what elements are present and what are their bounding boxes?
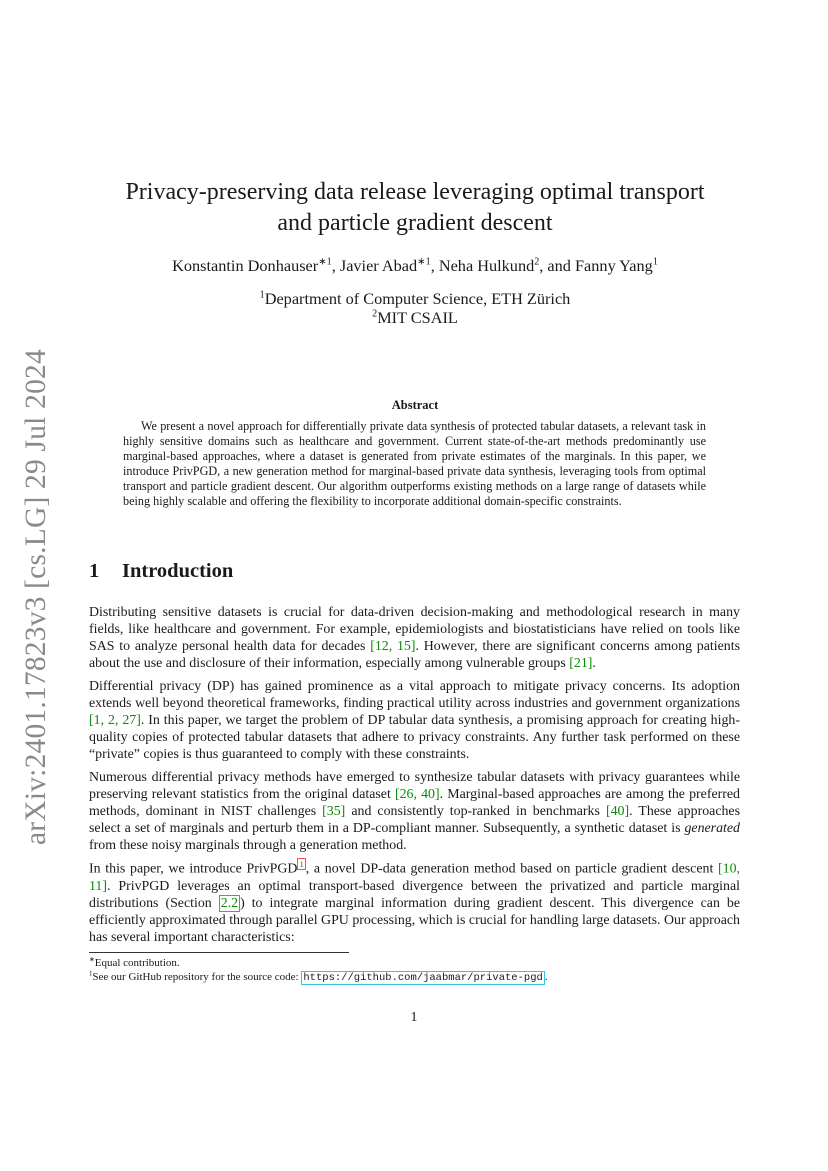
text-run: Distributing sensitive datasets is crucial for data-driven decision-making and methodological research in many fields, like healthcare and government. For example, epidemiologists and biostatisticians have relied on tools like SAS to analyze personal health data for decades xyxy=(89,605,740,654)
paragraph xyxy=(89,860,740,946)
footnote xyxy=(89,957,740,971)
paper-title xyxy=(90,177,740,239)
text-run: Differential privacy (DP) has gained prominence as a vital approach to mitigate privacy concerns. Its adoption extends well beyond theoretical frameworks, finding practical utility across industries and government organizations xyxy=(89,679,740,711)
title-line-1: Privacy-preserving data release leveraging optimal transport xyxy=(125,179,705,205)
section-number: 1 xyxy=(89,560,100,582)
text-run: from these noisy marginals through a generation method. xyxy=(89,838,407,853)
github-url-link[interactable]: https://github.com/jaabmar/private-pgd xyxy=(303,971,543,984)
emphasis: generated xyxy=(684,821,740,836)
affiliation xyxy=(90,308,740,327)
affiliation-list xyxy=(90,289,740,327)
page-number: 1 xyxy=(410,1010,418,1025)
text-run: In this paper, we introduce PrivPGD xyxy=(89,861,298,877)
paragraph xyxy=(89,678,740,763)
text-run: , a novel DP-data generation method based on particle gradient descent xyxy=(305,861,718,877)
affiliation-text: MIT CSAIL xyxy=(377,308,458,327)
text-run: . In this paper, we target the problem of DP tabular data synthesis, a promising approach for creating high-quality copies of protected tabular datasets that adhere to privacy constraints. Any further task performed on these “private” copies is thus guaranteed to comply with these constraints. xyxy=(89,713,740,762)
affiliation xyxy=(90,289,740,308)
author-separator: , xyxy=(430,256,439,275)
citation-link[interactable]: [26, 40] xyxy=(394,787,440,802)
footnote-divider xyxy=(89,952,349,953)
author-separator: , and xyxy=(539,256,575,275)
citation-link[interactable]: [21] xyxy=(569,656,593,671)
footnote-text: . xyxy=(544,970,548,983)
body-text xyxy=(89,604,740,952)
paragraph xyxy=(89,604,740,672)
citation-link[interactable]: [12, 15] xyxy=(370,639,416,654)
text-run: ) to integrate marginal information during gradient descent. This divergence can be efficiently approximated through parallel GPU processing, which is crucial for handling large datasets. Our approach has several important characteristics: xyxy=(89,895,741,945)
affiliation-mark: 1 xyxy=(259,289,265,301)
footnote xyxy=(89,971,740,986)
author-name: Javier Abad xyxy=(339,256,418,275)
footnote-mark: ∗ xyxy=(89,956,95,964)
text-run: . xyxy=(592,656,596,671)
citation-link[interactable]: [10, 11] xyxy=(89,861,740,894)
author-mark: 2 xyxy=(534,256,540,268)
author-name: Konstantin Donhauser xyxy=(172,256,319,275)
citation-link[interactable]: [35] xyxy=(322,804,346,819)
title-line-2: and particle gradient descent xyxy=(277,210,553,236)
text-run: . PrivPGD leverages an optimal transport-based divergence between the privatized and particle marginal distributions (Section xyxy=(89,878,740,911)
citation-link[interactable]: [40] xyxy=(605,804,630,819)
footnote-mark: 1 xyxy=(89,969,93,977)
text-run: . These approaches select a set of marginals and perturb them in a DP-compliant manner. Subsequently, a synthetic dataset is xyxy=(89,804,740,836)
author-separator: , xyxy=(331,256,340,275)
text-run: and consistently top-ranked in benchmarks xyxy=(345,804,606,819)
author-name: Neha Hulkund xyxy=(438,256,535,275)
paragraph xyxy=(89,769,740,854)
footnote-link[interactable]: 1 xyxy=(299,859,304,869)
author-mark: ∗1 xyxy=(417,256,431,268)
text-run: . Marginal-based approaches are among the preferred methods, dominant in NIST challenges xyxy=(89,787,740,819)
text-run: . However, there are significant concerns among patients about the use and disclosure of their information, especially among vulnerable groups xyxy=(89,639,740,671)
abstract-text: We present a novel approach for differentially private data synthesis of protected tabular datasets, a relevant task in highly sensitive domains such as healthcare and government. Current state-of-the-art methods predominantly use marginal-based approaches, where a dataset is generated from private estimates of the marginals. In this paper, we introduce PrivPGD, a new generation method for marginal-based private data synthesis, leveraging tools from optimal transport and particle gradient descent. Our algorithm outperforms existing methods on a large range of datasets while being highly scalable and offering the flexibility to incorporate additional domain-specific constraints. xyxy=(123,419,706,508)
footnote-text: See our GitHub repository for the source code: xyxy=(92,970,302,983)
footnote-text: Equal contribution. xyxy=(94,957,180,969)
author-name: Fanny Yang xyxy=(575,256,653,275)
abstract-heading: Abstract xyxy=(391,398,439,412)
author-mark: 1 xyxy=(652,256,658,268)
footnotes xyxy=(89,957,740,985)
arxiv-identifier-stamp: arXiv:2401.17823v3 [cs.LG] 29 Jul 2024 xyxy=(20,349,52,845)
affiliation-mark: 2 xyxy=(372,308,378,320)
section-heading xyxy=(89,560,233,583)
citation-link[interactable]: [1, 2, 27] xyxy=(89,713,141,728)
author-mark: ∗1 xyxy=(318,256,332,268)
section-reference-link[interactable]: 2.2 xyxy=(220,895,239,911)
text-run: Numerous differential privacy methods have emerged to synthesize tabular datasets with privacy guarantees while preserving relevant statistics from the original dataset xyxy=(89,770,740,802)
section-title: Introduction xyxy=(122,560,234,582)
author-list xyxy=(90,256,740,276)
affiliation-text: Department of Computer Science, ETH Zürich xyxy=(264,289,571,308)
